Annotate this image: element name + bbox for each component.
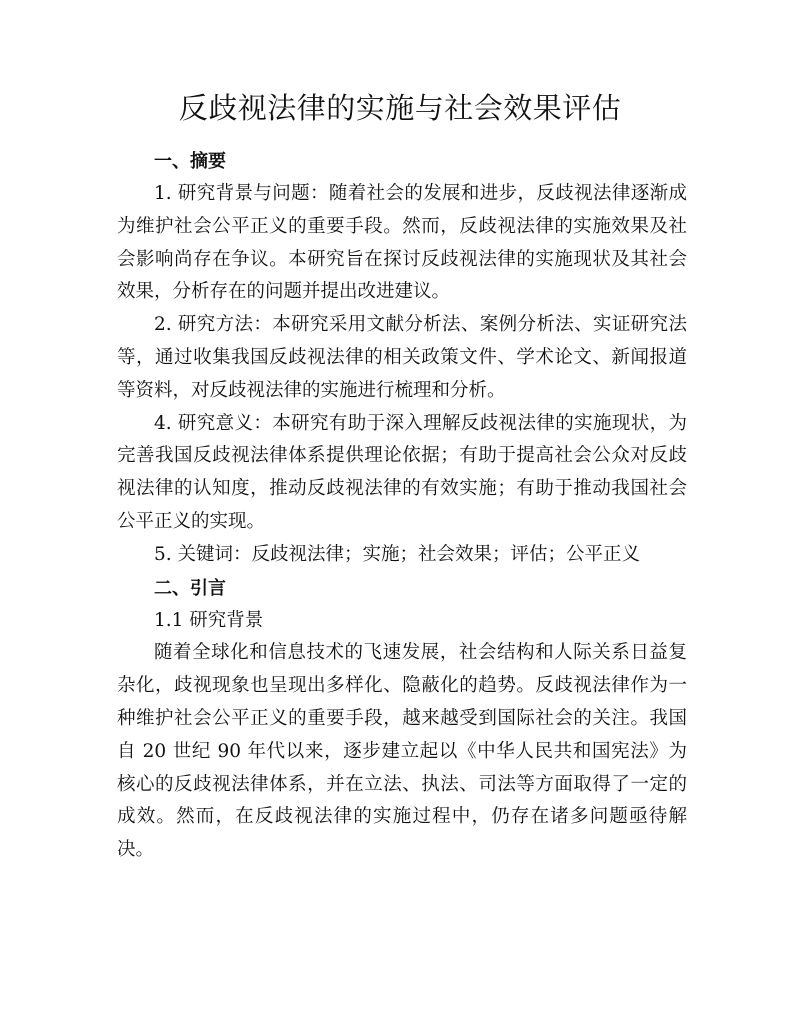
introduction-paragraph-1: 随着全球化和信息技术的飞速发展，社会结构和人际关系日益复杂化，歧视现象也呈现出多样化、隐蔽化的趋势。反歧视法律作为一种维护社会公平正义的重要手段，越来越受到国际社会的关注。我国自 20 世纪 90 年代以来，逐步建立起以《中华人民共和国宪法》为核心的反歧视法律体系，并在立法、执法、司法等方面取得了一定的成效。然而，在反歧视法律的实施过程中，仍存在诸多问题亟待解决。 [117, 642, 687, 861]
introduction-subheading: 1.1 研究背景 [154, 609, 264, 631]
abstract-keywords: 5. 关键词：反歧视法律；实施；社会效果；评估；公平正义 [154, 543, 641, 565]
document-body [117, 145, 687, 867]
document-title: 反歧视法律的实施与社会效果评估 [178, 91, 622, 125]
introduction-heading: 二、引言 [154, 577, 226, 599]
abstract-paragraph-1: 1. 研究背景与问题：随着社会的发展和进步，反歧视法律逐渐成为维护社会公平正义的重要手段。然而，反歧视法律的实施效果及社会影响尚存在争议。本研究旨在探讨反歧视法律的实施现状及其社会效果，分析存在的问题并提出改进建议。 [117, 183, 687, 303]
abstract-paragraph-2: 2. 研究方法：本研究采用文献分析法、案例分析法、实证研究法等，通过收集我国反歧视法律的相关政策文件、学术论文、新闻报道等资料，对反歧视法律的实施进行梳理和分析。 [117, 314, 687, 401]
abstract-heading: 一、摘要 [154, 151, 226, 172]
abstract-paragraph-4: 4. 研究意义：本研究有助于深入理解反歧视法律的实施现状，为完善我国反歧视法律体系提供理论依据；有助于提高社会公众对反歧视法律的认知度，推动反歧视法律的有效实施；有助于推动我国社会公平正义的实现。 [117, 412, 687, 532]
